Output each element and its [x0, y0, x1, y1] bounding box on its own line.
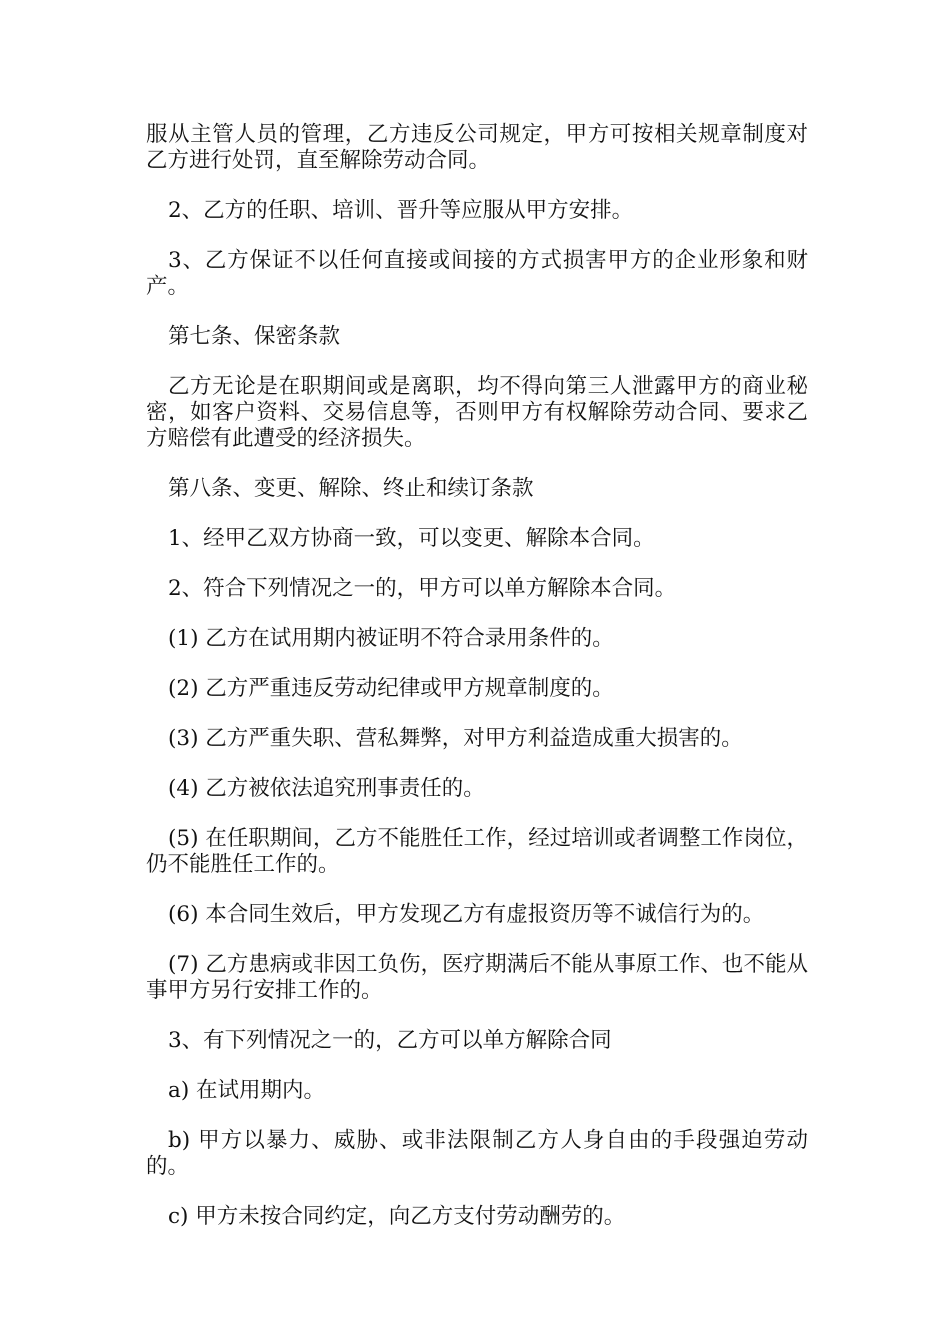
section-heading-article-7: 第七条、保密条款	[168, 324, 341, 349]
paragraph-clause-2: 2、乙方的任职、培训、晋升等应服从甲方安排。	[168, 198, 634, 223]
paragraph-confidentiality: 乙方无论是在职期间或是离职，均不得向第三人泄露甲方的商业秘密，如客户资料、交易信息等，否则甲方有权解除劳动合同、要求乙方赔偿有此遭受的经济损失。	[146, 374, 808, 451]
paragraph-clause-3: 3、乙方保证不以任何直接或间接的方式损害甲方的企业形象和财产。	[146, 248, 808, 299]
document-body	[146, 122, 808, 1254]
paragraph-clause-2-termination: 2、符合下列情况之一的，甲方可以单方解除本合同。	[168, 576, 677, 601]
list-item-3: (3) 乙方严重失职、营私舞弊，对甲方利益造成重大损害的。	[168, 726, 743, 751]
list-item-a: a) 在试用期内。	[168, 1078, 326, 1103]
list-item-7: (7) 乙方患病或非因工负伤，医疗期满后不能从事原工作、也不能从事甲方另行安排工作的。	[146, 952, 808, 1003]
paragraph-clause-3-employee: 3、有下列情况之一的，乙方可以单方解除合同	[168, 1028, 612, 1053]
list-item-c: c) 甲方未按合同约定，向乙方支付劳动酬劳的。	[168, 1204, 626, 1229]
list-item-1: (1) 乙方在试用期内被证明不符合录用条件的。	[168, 626, 614, 651]
paragraph-continuation: 服从主管人员的管理，乙方违反公司规定，甲方可按相关规章制度对乙方进行处罚，直至解除劳动合同。	[146, 122, 808, 173]
list-item-5: (5) 在任职期间，乙方不能胜任工作，经过培训或者调整工作岗位，仍不能胜任工作的。	[146, 826, 808, 877]
list-item-6: (6) 本合同生效后，甲方发现乙方有虚报资历等不诚信行为的。	[168, 902, 765, 927]
paragraph-clause-1: 1、经甲乙双方协商一致，可以变更、解除本合同。	[168, 526, 655, 551]
list-item-2: (2) 乙方严重违反劳动纪律或甲方规章制度的。	[168, 676, 614, 701]
list-item-b: b) 甲方以暴力、威胁、或非法限制乙方人身自由的手段强迫劳动的。	[146, 1128, 808, 1179]
section-heading-article-8: 第八条、变更、解除、终止和续订条款	[168, 476, 534, 501]
list-item-4: (4) 乙方被依法追究刑事责任的。	[168, 776, 485, 801]
